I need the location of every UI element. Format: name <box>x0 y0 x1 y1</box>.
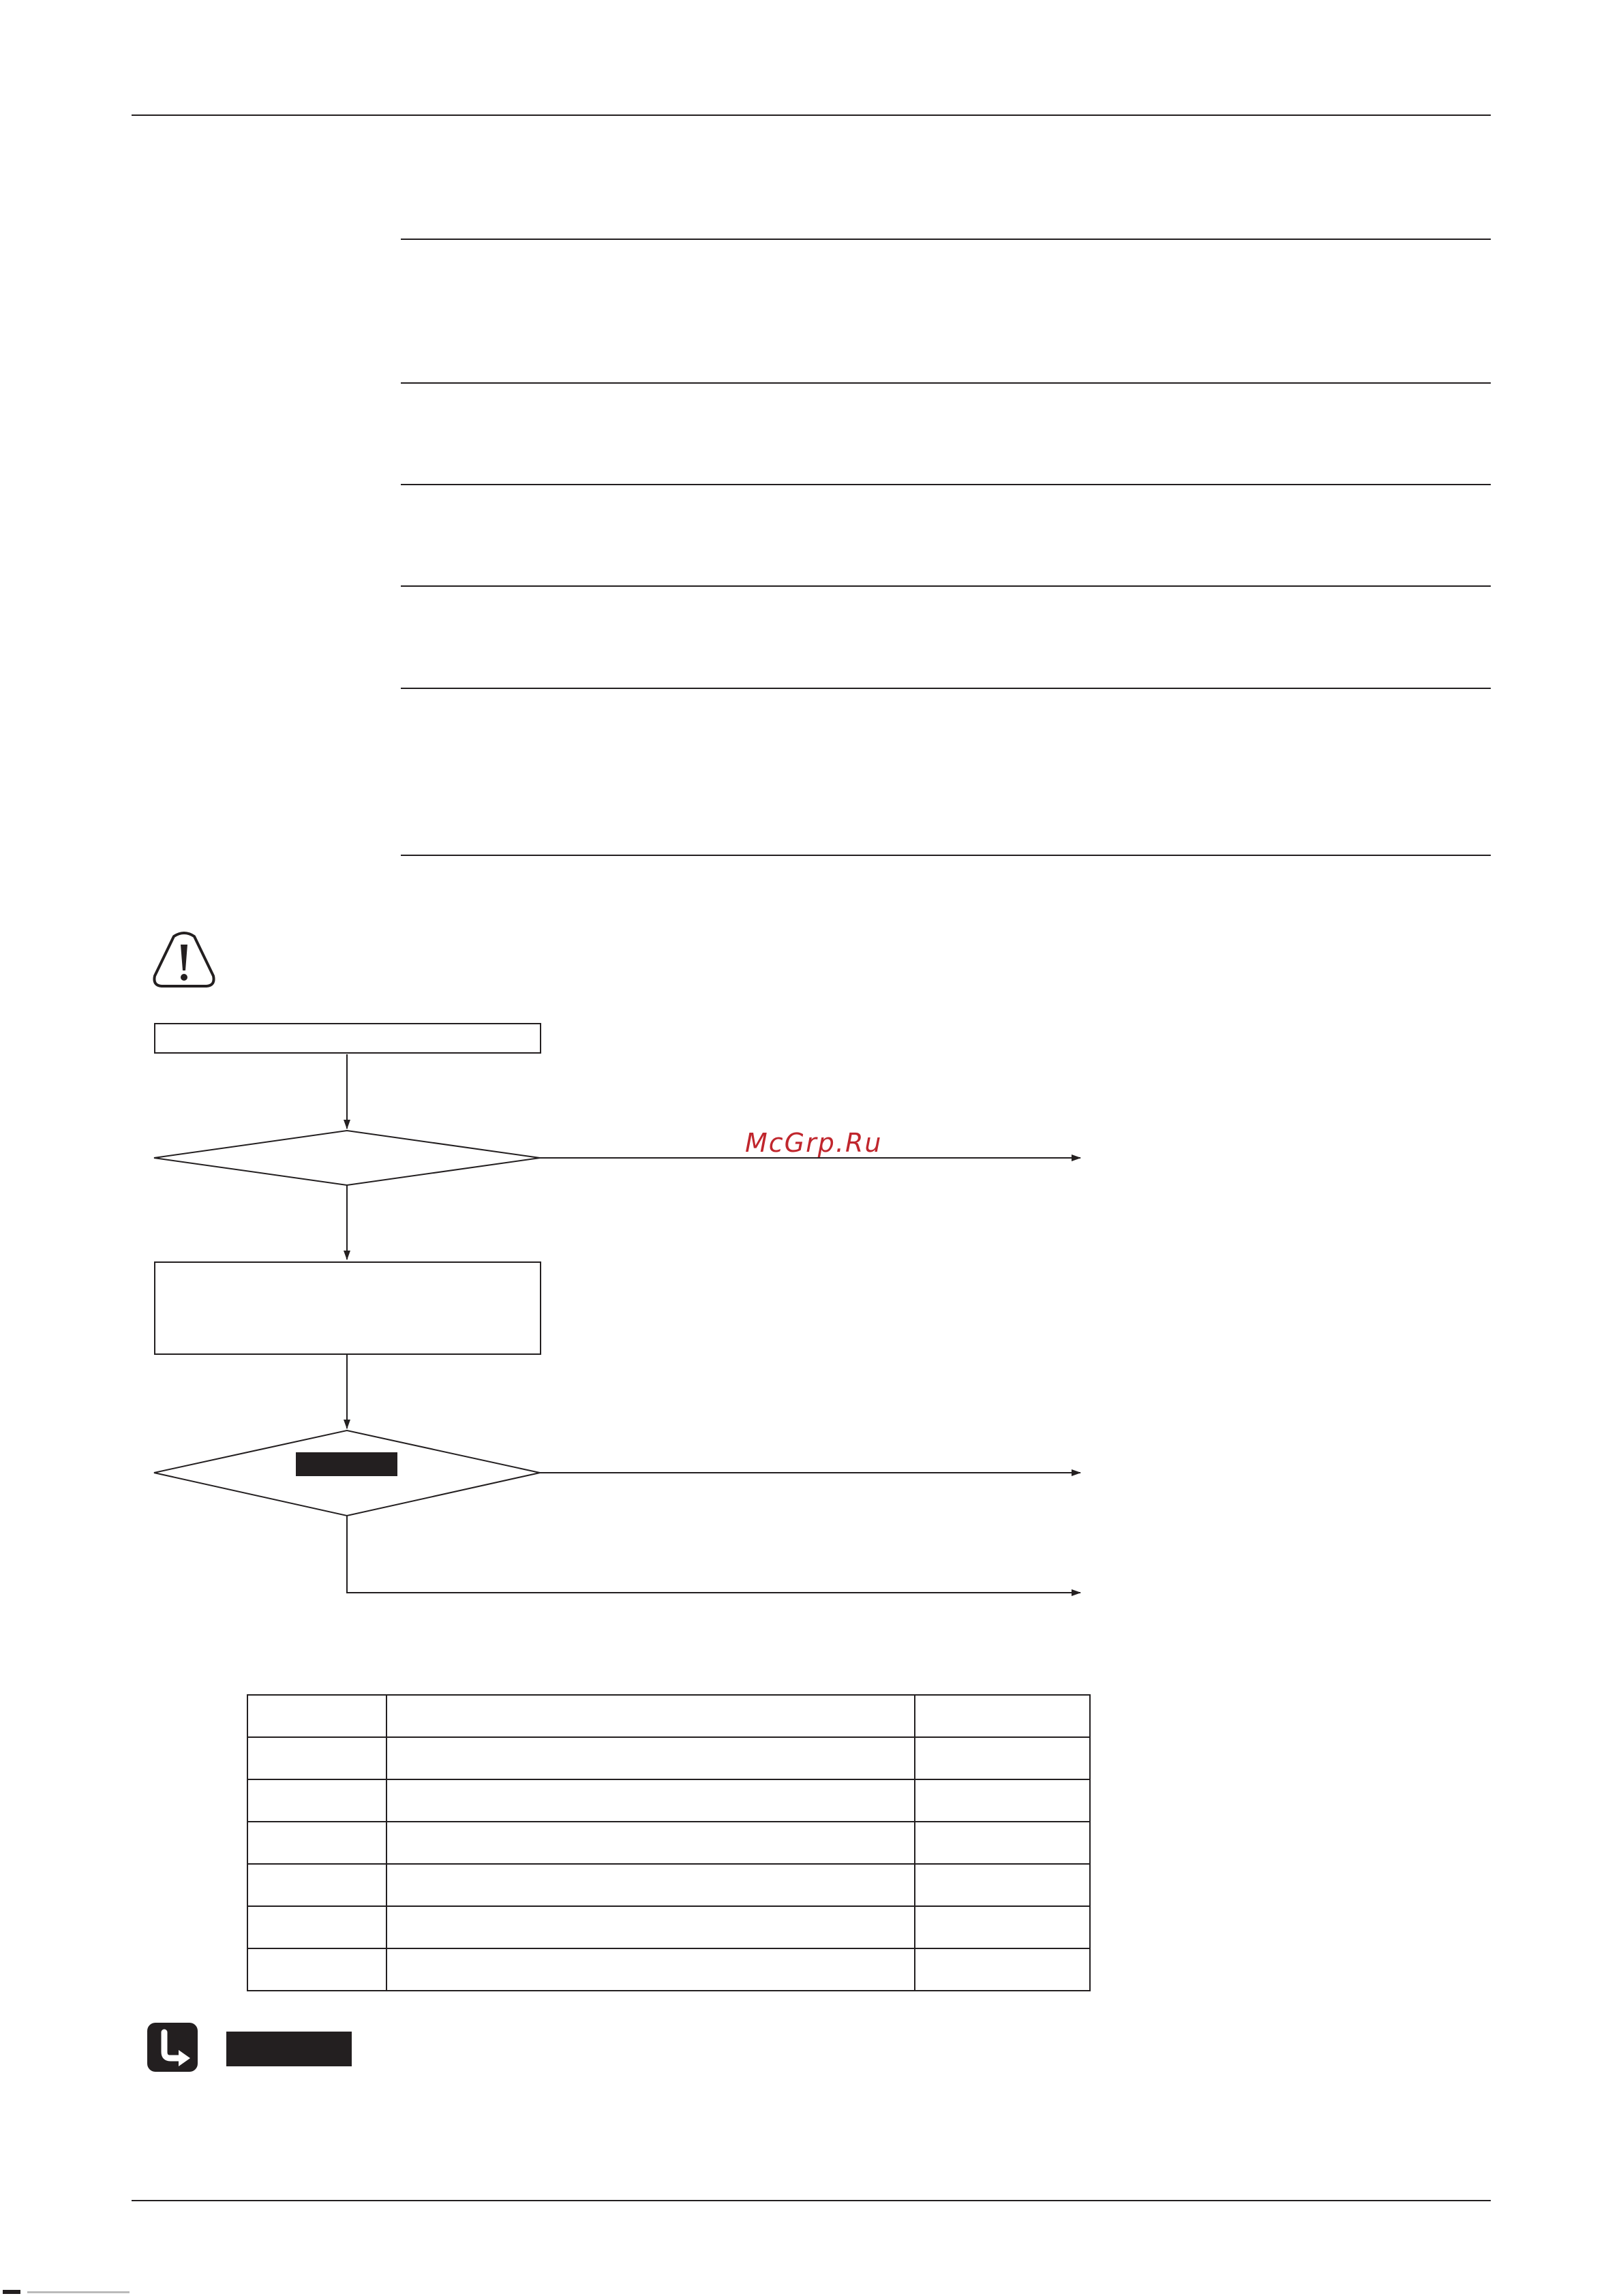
table-cell <box>386 1737 915 1779</box>
table-cell <box>386 1822 915 1864</box>
table-row <box>247 1906 1090 1948</box>
table-cell <box>386 1864 915 1906</box>
table-cell <box>915 1822 1090 1864</box>
table-row <box>247 1864 1090 1906</box>
table-cell <box>247 1864 386 1906</box>
table-cell <box>915 1948 1090 1991</box>
table-row <box>247 1695 1090 1737</box>
section-rule-4 <box>401 585 1491 587</box>
table-cell <box>247 1822 386 1864</box>
table-row <box>247 1822 1090 1864</box>
table-cell <box>386 1948 915 1991</box>
table-cell <box>915 1779 1090 1822</box>
header-rule <box>132 114 1491 116</box>
table-cell <box>247 1948 386 1991</box>
table-cell <box>247 1737 386 1779</box>
table-cell <box>247 1695 386 1737</box>
footer-rule <box>132 2200 1491 2201</box>
table-cell <box>915 1695 1090 1737</box>
watermark-text: McGrp.Ru <box>745 1128 883 1158</box>
flow-process-box <box>154 1261 541 1355</box>
flow-start-box <box>154 1023 541 1054</box>
section-rule-1 <box>401 239 1491 240</box>
section-rule-2 <box>401 382 1491 384</box>
table-cell <box>247 1779 386 1822</box>
table-cell <box>386 1906 915 1948</box>
table-cell <box>915 1864 1090 1906</box>
reference-redacted-label <box>226 2032 352 2066</box>
flow-decision-1 <box>154 1131 540 1185</box>
spec-table <box>247 1694 1091 1991</box>
table-cell <box>247 1906 386 1948</box>
section-rule-3 <box>401 484 1491 485</box>
table-cell <box>915 1906 1090 1948</box>
table-cell <box>386 1695 915 1737</box>
flow-decision-2-redacted-label <box>296 1452 397 1476</box>
table-row <box>247 1737 1090 1779</box>
section-rule-5 <box>401 688 1491 689</box>
table-row <box>247 1779 1090 1822</box>
table-cell <box>386 1779 915 1822</box>
section-rule-6 <box>401 855 1491 856</box>
table-row <box>247 1948 1090 1991</box>
table-cell <box>915 1737 1090 1779</box>
